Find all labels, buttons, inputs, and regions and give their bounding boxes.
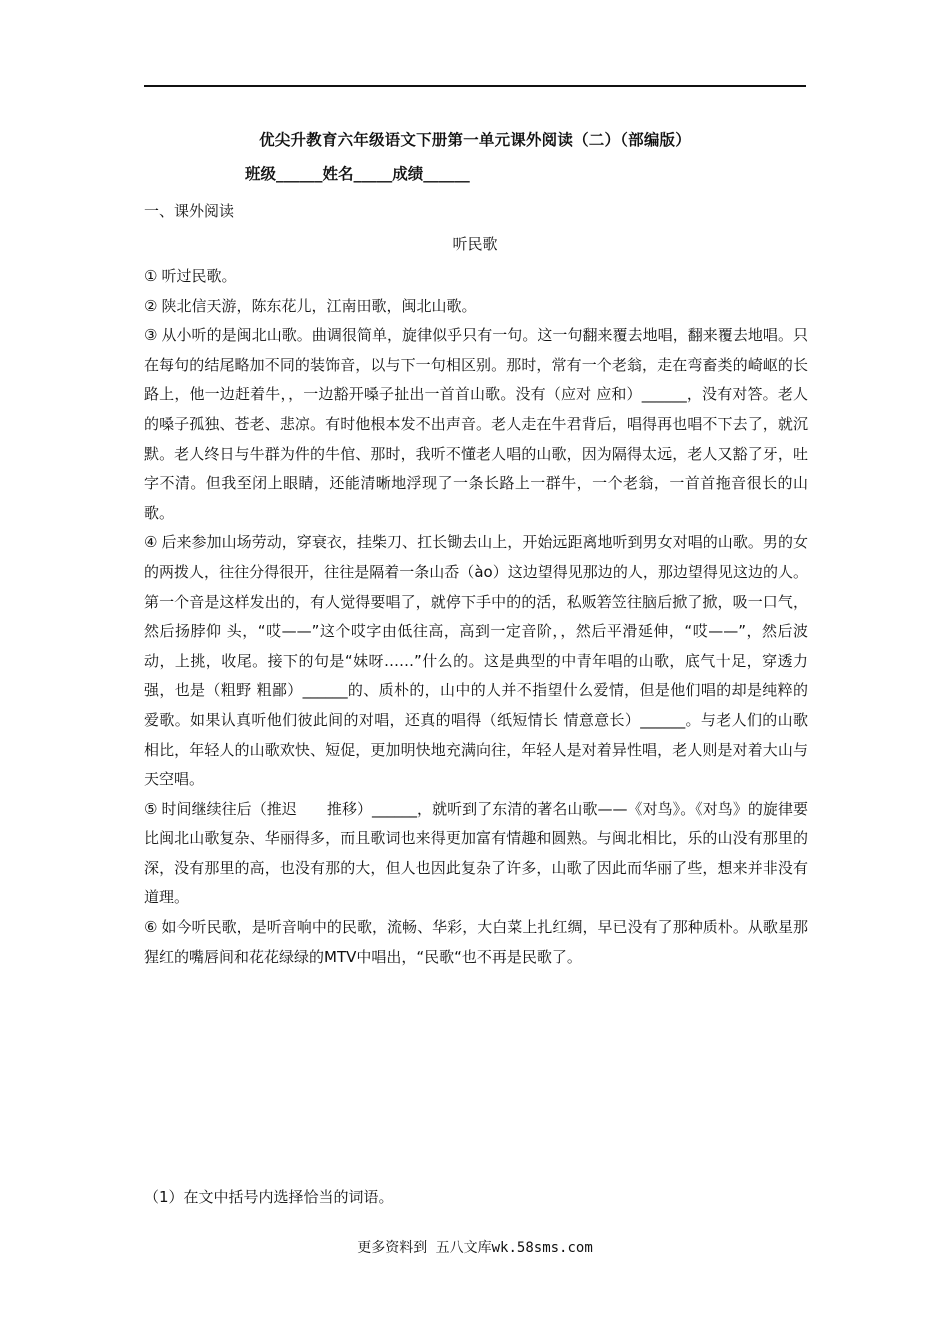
paragraph-3 xyxy=(144,321,808,528)
header-rule xyxy=(144,85,806,87)
section-heading: 一、课外阅读 xyxy=(144,202,235,220)
passage-body xyxy=(144,262,808,972)
question-1: （1）在文中括号内选择恰当的词语。 xyxy=(144,1188,394,1206)
paragraph-2 xyxy=(144,292,808,322)
paragraph-text: 如今听民歌，是听音响中的民歌，流畅、华彩，大白菜上扎红绸，早已没有了那种质朴。从歌星那猩红的嘴唇间和花花绿绿的MTV中唱出，“民歌“也不再是民歌了。 xyxy=(144,918,808,966)
paragraph-1 xyxy=(144,262,808,292)
paragraph-number: ① xyxy=(144,267,158,285)
paragraph-number: ③ xyxy=(144,326,158,345)
paragraph-text: 从小听的是闽北山歌。曲调很简单，旋律似乎只有一句。这一句翻来覆去地唱，翻来覆去地唱。只在每句的结尾略加不同的装饰音，以与下一句相区别。那时，常有一个老翁，走在弯畜类的崎岖的长路上，他一边赶着牛，，一边豁开嗓子扯出一首首山歌。没有（应对 应和）______，没有对答。老人的嗓子孤独、苍老、悲凉。有时他根本发不出声音。老人走在牛君背后，唱得再也唱不下去了，就沉默。老人终日与牛群为件的牛倌、那时，我听不懂老人唱的山歌，因为隔得太远，老人又豁了牙，吐字不清。但我至闭上眼睛，还能清晰地浮现了一条长路上一群牛，一个老翁，一首首拖音很长的山歌。 xyxy=(144,326,808,522)
paragraph-text: 陕北信天游，陈东花儿，江南田歌，闽北山歌。 xyxy=(161,296,477,315)
document-title: 优尖升教育六年级语文下册第一单元课外阅读（二）（部编版） xyxy=(259,131,691,149)
footer-link-text: 更多资料到 五八文库wk.58sms.com xyxy=(357,1240,593,1256)
paragraph-text: 时间继续往后（推迟 推移）______，就听到了东清的著名山歌——《对鸟》。《对鸟》的旋律要比闽北山歌复杂、华丽得多，而且歌词也来得更加富有情趣和圆熟。与闽北相比，乐的山没有那里的深，没有那里的高，也没有那的大，但人也因此复杂了许多，山歌了因此而华丽了些，想来并非没有道理。 xyxy=(144,799,808,907)
paragraph-5 xyxy=(144,795,808,913)
paragraph-6 xyxy=(144,913,808,972)
paragraph-text: 后来参加山场劳动，穿衰衣，挂柴刀、扛长锄去山上，开始远距离地听到男女对唱的山歌。男的女的两拨人，往往分得很开，往往是隔着一条山岙（ào）这边望得见那边的人，那边望得见这边的人。第一个音是这样发出的，有人觉得要唱了，就停下手中的的活，私贩箬笠往脑后掀了掀，吸一口气，然后扬脖仰 头，“哎——”这个哎字由低往高，高到一定音阶，，然后平滑延伸，“哎——”，然后波动，上挑，收尾。接下的句是“妹呀……”什么的。这是典型的中青年唱的山歌，底气十足，穿透力强，也是（粗野 粗鄙）______的、质朴的，山中的人并不指望什么爱情，但是他们唱的却是纯粹的爱歌。如果认真听他们彼此间的对唱，还真的唱得（纸短情长 情意意长）______。与老人们的山歌相比，年轻人的山歌欢快、短促，更加明快地充满向往，年轻人是对着异性唱，老人则是对着大山与天空唱。 xyxy=(144,533,808,789)
passage-title: 听民歌 xyxy=(452,235,498,253)
paragraph-text: 听过民歌。 xyxy=(161,267,237,285)
paragraph-number: ⑥ xyxy=(144,918,158,937)
paragraph-number: ⑤ xyxy=(144,799,158,818)
paragraph-number: ④ xyxy=(144,533,158,552)
paragraph-4 xyxy=(144,528,808,794)
class-name-score-line: 班级______姓名_____成绩______ xyxy=(245,165,470,183)
paragraph-number: ② xyxy=(144,296,158,315)
